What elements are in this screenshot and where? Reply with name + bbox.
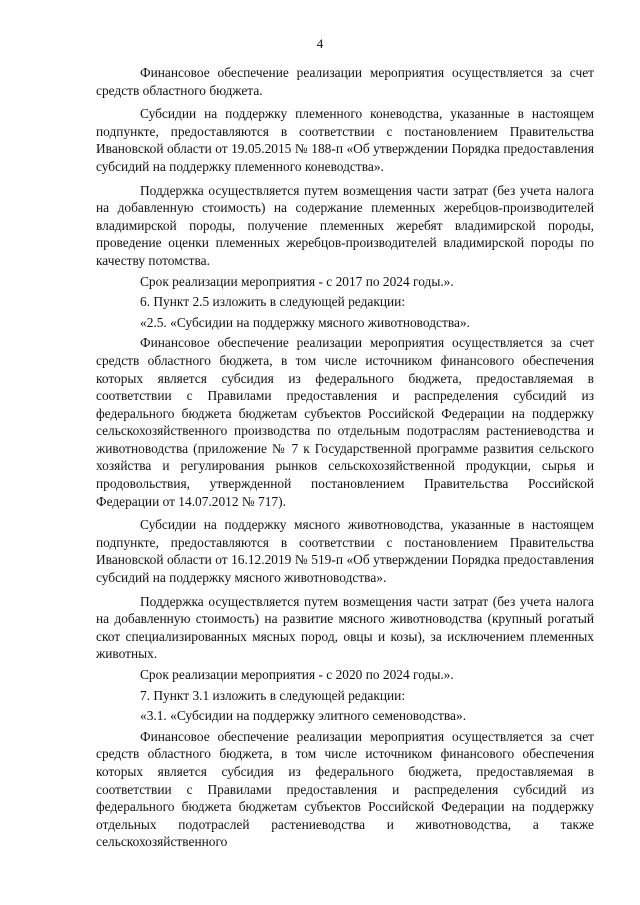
paragraph-term-2017-2024: Срок реализации мероприятия - с 2017 по 2024 годы.». <box>140 273 454 289</box>
paragraph-subsidy-meat: Субсидии на поддержку мясного животноводства, указанные в настоящем подпункте, предоставляются в соответствии с постановлением Правительства Ивановской области от 16.12.2019 № 519-п «Об утверждении Порядка предоставления субсидий на поддержку мясного животноводства». <box>96 517 594 586</box>
paragraph-section-3-1-title: «3.1. «Субсидии на поддержку элитного семеноводства». <box>140 708 467 724</box>
paragraph-term-2020-2024: Срок реализации мероприятия - с 2020 по 2024 годы.». <box>140 667 454 682</box>
paragraph-funding-meat: Финансовое обеспечение реализации мероприятия осуществляется за счет средств областного бюджета, в том числе источником финансового обеспечения которых является субсидия из федерального бюджета, предоставляемая в соответствии с Правилами предоставления и распределения субсидий из федерального бюджета бюджетам субъектов Российской Федерации на поддержку сельскохозяйственного производства по отдельным подотраслям растениеводства и животноводства (приложение № 7 к Государственной программе развития сельского хозяйства и регулирования рынков сельскохозяйственной продукции, сырья и продовольствия, утвержденной постановлением Правительства Российской Федерации от 14.07.2012 № 717). <box>96 335 594 509</box>
paragraph-funding-seed: Финансовое обеспечение реализации мероприятия осуществляется за счет средств областного бюджета, в том числе источником финансового обеспечения которых является субсидия из федерального бюджета, предоставляемая в соответствии с Правилами предоставления и распределения субсидий из федерального бюджета бюджетам субъектов Российской Федерации на поддержку отдельных подотраслей растениеводства и животноводства, а также сельскохозяйственного <box>96 728 594 850</box>
page-number: 4 <box>316 36 324 51</box>
paragraph-support-horse-breeding: Поддержка осуществляется путем возмещения части затрат (без учета налога на добавленную стоимость) на содержание племенных жеребцов-производителей владимирской породы, получение племенных жеребят владимирской породы, проведение оценки племенных жеребцов-производителей владимирской породы по качеству потомства. <box>96 182 594 268</box>
paragraph-support-meat: Поддержка осуществляется путем возмещения части затрат (без учета налога на добавленную стоимость) на развитие мясного животноводства (крупный рогатый скот специализированных мясных пород, овцы и козы), за исключением племенных животных. <box>96 593 594 662</box>
paragraph-section-2-5-title: «2.5. «Субсидии на поддержку мясного животноводства». <box>140 314 470 330</box>
paragraph-item-6: 6. Пункт 2.5 изложить в следующей редакции: <box>140 294 406 310</box>
paragraph-subsidy-horse-breeding: Субсидии на поддержку племенного коневодства, указанные в настоящем подпункте, предоставляются в соответствии с постановлением Правительства Ивановской области от 19.05.2015 № 188-п «Об утверждении Порядка предоставления субсидий на поддержку племенного коневодства». <box>96 106 594 174</box>
paragraph-item-7: 7. Пункт 3.1 изложить в следующей редакции: <box>140 687 406 703</box>
paragraph-funding-horse: Финансовое обеспечение реализации мероприятия осуществляется за счет средств областного бюджета. <box>96 65 594 98</box>
document-body <box>96 64 594 851</box>
